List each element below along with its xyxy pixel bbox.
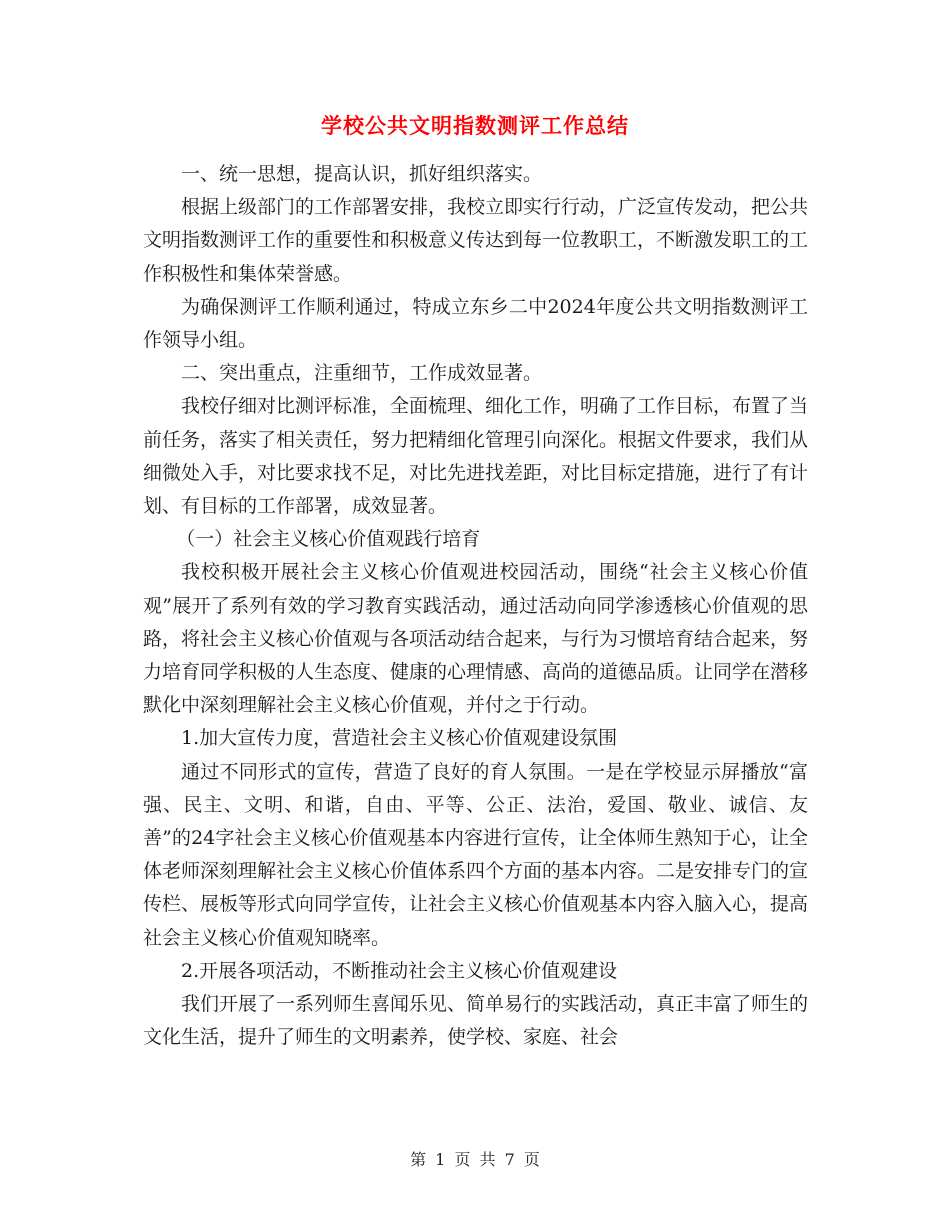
section-heading-1: 一、统一思想，提高认识，抓好组织落实。 <box>181 163 543 185</box>
section-heading-2: 二、突出重点，注重细节，工作成效显著。 <box>181 362 543 385</box>
paragraph: 为确保测评工作顺利通过，特成立东乡二中2024年度公共文明指数测评工作领导小组。 <box>143 295 808 352</box>
item-heading-1: 1.加大宣传力度，营造社会主义核心价值观建设氛围 <box>181 727 618 750</box>
document-title: 学校公共文明指数测评工作总结 <box>321 113 629 138</box>
paragraph: 我校积极开展社会主义核心价值观进校园活动，围绕“社会主义核心价值观”展开了系列有效的学习教育实践活动，通过活动向同学渗透核心价值观的思路，将社会主义核心价值观与各项活动结合起来，与行为习惯培育结合起来，努力培育同学积极的人生态度、健康的心理情感、高尚的道德品质。让同学在潜移默化中深刻理解社会主义核心价值观，并付之于行动。 <box>143 561 809 717</box>
page-footer: 第 1 页 共 7 页 <box>410 1150 540 1169</box>
paragraph: 根据上级部门的工作部署安排，我校立即实行行动，广泛宣传发动，把公共文明指数测评工作的重要性和积极意义传达到每一位教职工，不断激发职工的工作积极性和集体荣誉感。 <box>143 196 809 285</box>
item-heading-2: 2.开展各项活动，不断推动社会主义核心价值观建设 <box>181 959 618 982</box>
paragraph: 我校仔细对比测评标准，全面梳理、细化工作，明确了工作目标，布置了当前任务，落实了相关责任，努力把精细化管理引向深化。根据文件要求，我们从细微处入手，对比要求找不足，对比先进找差距，对比目标定措施，进行了有计划、有目标的工作部署，成效显著。 <box>143 395 809 518</box>
paragraph: 通过不同形式的宣传，营造了良好的育人氛围。一是在学校显示屏播放“富强、民主、文明、和谐，自由、平等、公正、法治，爱国、敬业、诚信、友善”的24字社会主义核心价值观基本内容进行宣传，让全体师生熟知于心，让全体老师深刻理解社会主义核心价值体系四个方面的基本内容。二是安排专门的宣传栏、展板等形式向同学宣传，让社会主义核心价值观基本内容入脑入心，提高社会主义核心价值观知晓率。 <box>143 760 809 949</box>
paragraph: 我们开展了一系列师生喜闻乐见、简单易行的实践活动，真正丰富了师生的文化生活，提升了师生的文明素养，使学校、家庭、社会 <box>143 993 809 1049</box>
document-body <box>143 158 808 1054</box>
subsection-heading: （一）社会主义核心价值观践行培育 <box>176 528 481 551</box>
